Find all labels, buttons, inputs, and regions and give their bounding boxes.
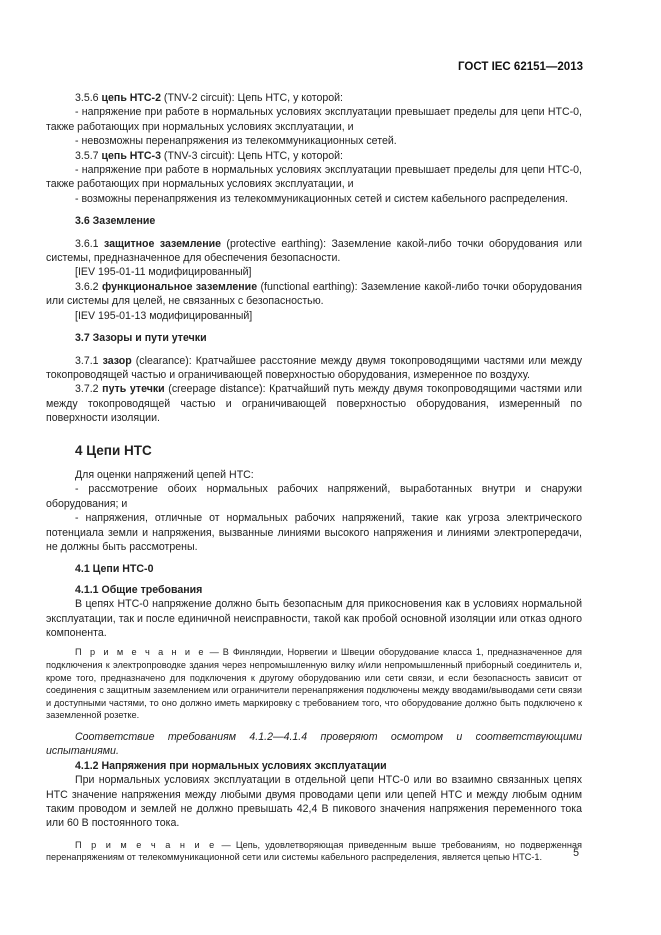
list-item: - возможны перенапряжения из телекоммуникационных сетей и систем кабельного распределения. <box>75 192 568 205</box>
definition: (TNV-3 circuit): Цепь НТС, у которой: <box>160 149 343 162</box>
definition: (creepage distance): Кратчайший путь между двумя токопроводящими частями или между токопроводящей частью и ограничивающей поверхностью оборудования, измеренный по поверхности изоляции. <box>46 383 582 425</box>
section-heading-4: 4 Цепи НТС <box>75 442 152 458</box>
clause-number: 3.6.2 <box>75 280 99 293</box>
definition: (protective earthing): Заземление какой-либо точки оборудования или системы, предназначенное для обеспечения безопасности. <box>46 237 582 265</box>
clause-number: 3.5.7 <box>75 149 99 162</box>
clause-3-5-7 <box>46 149 582 163</box>
standard-designation: ГОСТ IEC 62151—2013 <box>458 61 583 73</box>
clause-number: 3.6.1 <box>75 237 99 250</box>
section-heading-3-7: 3.7 Зазоры и пути утечки <box>75 332 207 345</box>
clause-3-5-6 <box>46 91 582 105</box>
list-item: - напряжения, отличные от нормальных рабочих напряжений, такие как угроза электрического потенциала земли и напряжения, вызванные линиями высокого напряжения и линиями электропередачи, не должны быть рассмотрены. <box>46 512 582 553</box>
note <box>46 839 582 864</box>
clause-3-7-2 <box>46 382 582 425</box>
term: зазор <box>102 354 132 367</box>
paragraph: Для оценки напряжений цепей НТС: <box>75 468 254 481</box>
definition: (TNV-2 circuit): Цепь НТС, у которой: <box>160 92 343 104</box>
compliance-statement: Соответствие требованиям 4.1.2—4.1.4 проверяют осмотром и соответствующими испытаниями. <box>46 730 582 758</box>
clause-3-6-1 <box>46 237 582 266</box>
definition: (functional earthing): Заземление какой-либо точки оборудования или системы для целей, не связанных с безопасностью. <box>46 280 583 308</box>
page-content <box>46 91 582 864</box>
subsection-heading-4-1-1: 4.1.1 Общие требования <box>75 583 203 596</box>
page-number: 5 <box>573 847 579 859</box>
term: цепь НТС-2 <box>101 92 161 104</box>
term: функциональное заземление <box>102 280 258 293</box>
paragraph: При нормальных условиях эксплуатации в отдельной цепи НТС-0 или во взаимно связанных цепях НТС значение напряжения между любыми двумя проводами цепи или цепей НТС и между любым одним таким проводом и землей не должно превышать 42,4 В пикового значения напряжения переменного тока или 60 В постоянного тока. <box>46 774 582 830</box>
clause-3-7-1 <box>46 354 582 383</box>
clause-number: 3.7.1 <box>75 354 99 367</box>
reference: [IEV 195-01-11 модифицированный] <box>75 266 252 279</box>
clause-3-6-2 <box>46 280 582 309</box>
term: защитное заземление <box>104 237 221 250</box>
paragraph: В цепях НТС-0 напряжение должно быть безопасным для прикосновения как в условиях нормальной эксплуатации, так и после единичной неисправности, такой как пробой основной изоляции или отказ одного компонента. <box>46 598 582 639</box>
note <box>46 646 582 722</box>
section-heading-4-1: 4.1 Цепи НТС-0 <box>75 563 154 576</box>
definition: (clearance): Кратчайшее расстояние между двумя токопроводящими частями или между токопроводящей частью и ограничивающей поверхностью оборудования, измеренное по воздуху. <box>46 354 582 381</box>
subsection-heading-4-1-2: 4.1.2 Напряжения при нормальных условиях эксплуатации <box>75 759 387 772</box>
list-item: - невозможны перенапряжения из телекоммуникационных сетей. <box>75 135 397 148</box>
term: путь утечки <box>102 383 165 396</box>
clause-number: 3.5.6 <box>75 92 99 104</box>
reference: [IEV 195-01-13 модифицированный] <box>75 309 253 322</box>
note-label: П р и м е ч а н и е <box>75 839 217 850</box>
term: цепь НТС-3 <box>101 149 161 162</box>
clause-number: 3.7.2 <box>75 383 99 396</box>
note-text: — Цепь, удовлетворяющая приведенным выше требованиям, но подверженная перенапряжениям от телекоммуникационной сети или системы кабельного распределения, является цепью НТС-1. <box>46 839 582 863</box>
list-item: - напряжение при работе в нормальных условиях эксплуатации превышает пределы для цепи НТС-0, также работающих при нормальных условиях эксплуатации, и <box>46 106 582 133</box>
section-heading-3-6: 3.6 Заземление <box>75 215 156 228</box>
note-label: П р и м е ч а н и е <box>75 647 206 658</box>
list-item: - рассмотрение обоих нормальных рабочих напряжений, выработанных внутри и снаружи оборудования; и <box>46 483 582 510</box>
note-text: — В Финляндии, Норвегии и Швеции оборудование класса 1, предназначенное для подключения к электропроводке здания через непромышленную вилку и/или непромышленный приборный соединитель и, кроме того, предназначено для подключения к другому оборудованию или сети связи, и если безопасность зависит от соединения с защитным заземлением или ограничители перенапряжения подключены между вводами/выводами сети связи и доступными частями, то оно должно иметь маркировку с требованием того, что оборудование должно быть подключено к заземленной розетке. <box>46 647 582 721</box>
list-item: - напряжение при работе в нормальных условиях эксплуатации превышает пределы для цепи НТС-0, также работающих при нормальных условиях эксплуатации, и <box>46 164 582 191</box>
